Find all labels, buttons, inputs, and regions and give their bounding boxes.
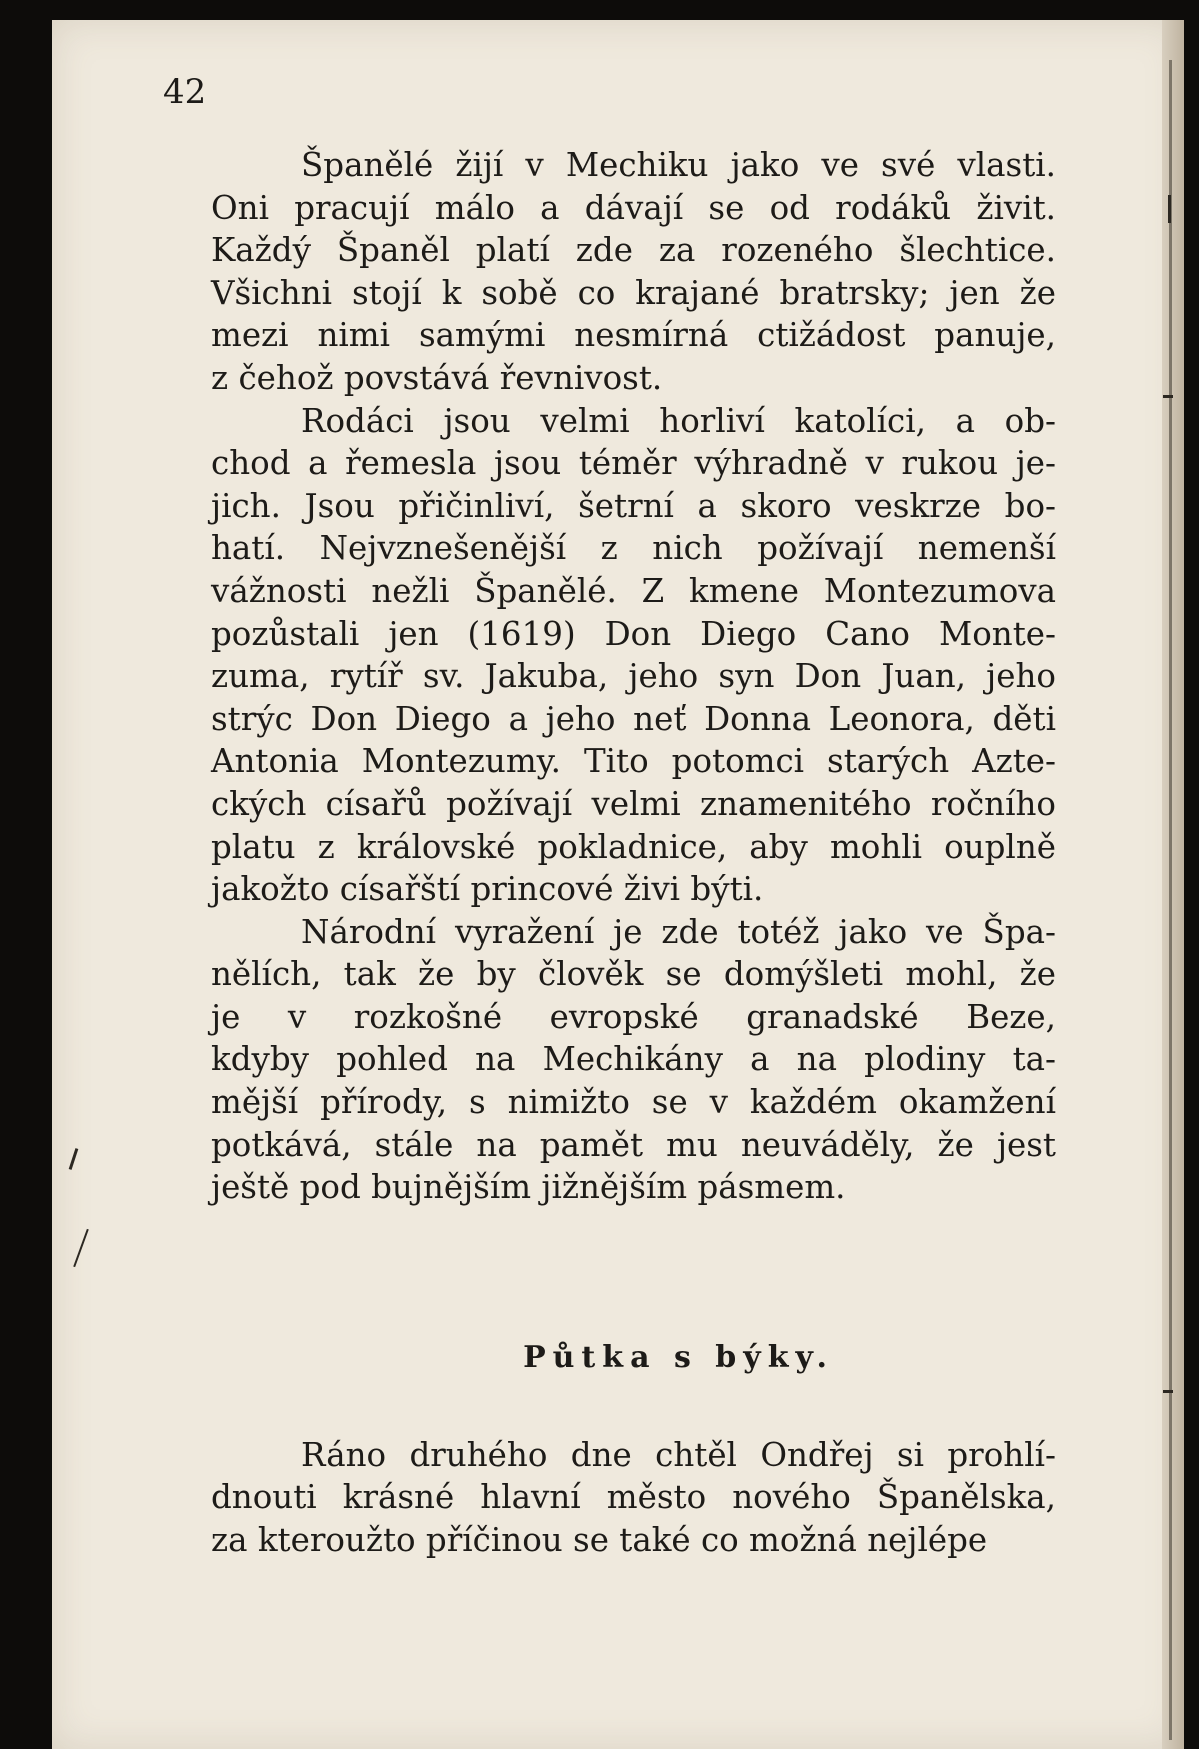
text-line: Oni pracují málo a dávají se od rodáků živit. [211,188,1056,227]
text-line: Rodáci jsou velmi horliví katolíci, a ob- [301,401,1056,440]
page-gutter [1162,20,1184,1749]
text-line: platu z královské pokladnice, aby mohli ouplně [211,827,1056,866]
text-line: chod a řemesla jsou téměr výhradně v rukou je- [211,444,1056,483]
text-line: pozůstali jen (1619) Don Diego Cano Monte- [211,614,1056,653]
text-line: Antonia Montezumy. Tito potomci starých Azte- [211,742,1056,781]
paragraphs [211,144,1056,1209]
text-line: ještě pod bujnějším jižnějším pásmem. [211,1168,846,1207]
text-line: mější přírody, s nimižto se v každém okamžení [211,1083,1056,1122]
closing-paragraph [211,1434,1056,1562]
spacer [211,1379,1056,1434]
paragraph [211,911,1056,1209]
text-line: ckých císařů požívají velmi znamenitého ročního [211,784,1056,823]
text-line: je v rozkošné evropské granadské Beze, [211,997,1056,1036]
text-line: potkává, stále na pamět mu neuváděly, že jest [211,1125,1056,1164]
text-line: jakožto císařští princové živi býti. [211,870,764,909]
text-line: strýc Don Diego a jeho neť Donna Leonora, děti [211,699,1056,738]
text-line: Španělé žijí v Mechiku jako ve své vlasti. [301,146,1056,184]
text-line: Ráno druhého dne chtěl Ondřej si prohlí- [301,1435,1056,1474]
margin-mark [1163,1390,1173,1393]
paragraph [211,400,1056,911]
text-line: hatí. Nejvznešenější z nich požívají nemenší [211,529,1056,568]
paragraph [211,144,1056,400]
text-line: za kteroužto příčinou se také co možná nejlépe [211,1521,988,1560]
text-line: Každý Španěl platí zde za rozeného šlechtice. [211,231,1056,270]
text-line: nělích, tak že by člověk se domýšleti mohl, že [211,955,1056,994]
text-line: zuma, rytíř sv. Jakuba, jeho syn Don Juan, jeho [211,657,1056,696]
text-line: kdyby pohled na Mechikány a na plodiny ta- [211,1040,1056,1079]
text-line: mezi nimi samými nesmírná ctižádost panuje, [211,316,1056,355]
section-heading: Půtka s býky. [523,1339,834,1375]
spacer [211,1209,1056,1337]
page-number: 42 [163,72,207,112]
margin-mark [1163,395,1173,398]
text-line: vážnosti nežli Španělé. Z kmene Montezumova [211,571,1056,610]
body-text [211,144,1056,1562]
text-line: jich. Jsou přičinliví, šetrní a skoro veskrze bo- [211,486,1056,525]
text-line: Všichni stojí k sobě co krajané bratrsky; jen že [211,273,1056,312]
binding-line [1169,60,1172,1740]
margin-mark [1168,195,1171,223]
text-line: z čehož povstává řevnivost. [211,358,663,397]
text-line: dnouti krásné hlavní město nového Španělska, [211,1478,1056,1517]
text-line: Národní vyražení je zde totéž jako ve Špa- [301,912,1056,951]
